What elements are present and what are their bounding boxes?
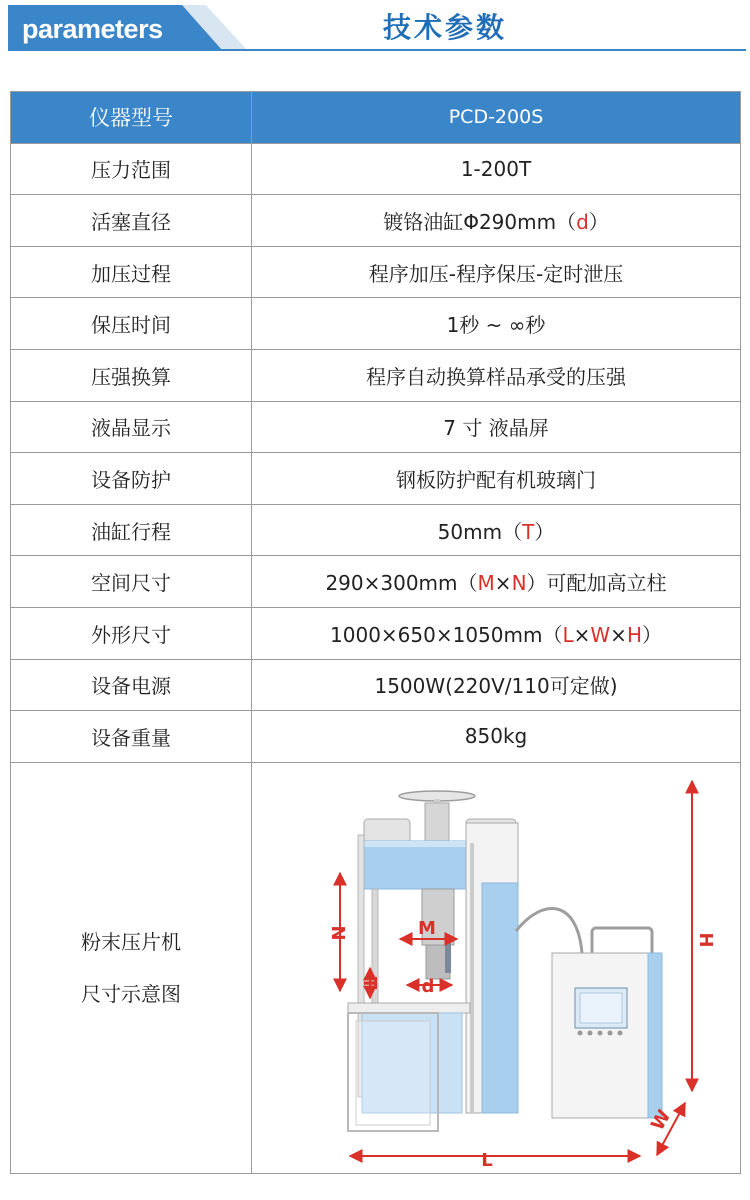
row-label: 活塞直径: [11, 195, 252, 247]
table-row: [11, 607, 741, 659]
row-value: 1秒 ~ ∞秒: [252, 298, 741, 350]
table-row: [11, 143, 741, 195]
row-label: 压力范围: [11, 143, 252, 195]
press-machine-illustration: [348, 791, 662, 1131]
banner-title-en: parameters: [22, 14, 163, 44]
row-value: 钢板防护配有机玻璃门: [252, 453, 741, 505]
label-H: H: [695, 932, 716, 948]
table-row: [11, 711, 741, 763]
table-row: [11, 556, 741, 608]
table-row: [11, 453, 741, 505]
label-N: N: [327, 925, 348, 941]
label-d: d: [421, 975, 435, 997]
row-label: 油缸行程: [11, 504, 252, 556]
table-row: [11, 246, 741, 298]
table-header-row: [11, 92, 741, 144]
row-value: 50mm（T）: [252, 504, 741, 556]
header-banner: [0, 0, 750, 60]
row-label: 设备防护: [11, 453, 252, 505]
row-label: 加压过程: [11, 246, 252, 298]
label-T: T: [359, 976, 380, 989]
banner-divider: [8, 49, 746, 51]
row-value: 290×300mm（M×N）可配加高立柱: [252, 556, 741, 608]
label-L: L: [481, 1149, 493, 1171]
table-row: [11, 659, 741, 711]
header-label: 仪器型号: [11, 92, 252, 144]
row-value: 850kg: [252, 711, 741, 763]
row-value: 程序自动换算样品承受的压强: [252, 349, 741, 401]
row-value: 程序加压-程序保压-定时泄压: [252, 246, 741, 298]
diagram-label-line1: 粉末压片机: [81, 929, 181, 954]
diagram-cell: [252, 762, 741, 1173]
row-label: 设备重量: [11, 711, 252, 763]
row-value: 镀铬油缸Φ290mm（d）: [252, 195, 741, 247]
diagram-label-line2: 尺寸示意图: [81, 981, 181, 1006]
row-label: 压强换算: [11, 349, 252, 401]
row-value: 1500W(220V/110可定做): [252, 659, 741, 711]
row-value: 1000×650×1050mm（L×W×H）: [252, 607, 741, 659]
label-M: M: [418, 917, 436, 939]
header-value: PCD-200S: [252, 92, 741, 144]
spec-table: [10, 91, 741, 1174]
banner-title-cn: 技术参数: [382, 11, 507, 44]
row-value: 1-200T: [252, 143, 741, 195]
row-label: 外形尺寸: [11, 607, 252, 659]
row-label: 设备电源: [11, 659, 252, 711]
press-dimension-diagram: [252, 763, 741, 1174]
row-value: 7 寸 液晶屏: [252, 401, 741, 453]
diagram-label: [11, 762, 252, 1173]
table-row: [11, 401, 741, 453]
table-row: [11, 298, 741, 350]
row-label: 保压时间: [11, 298, 252, 350]
diagram-row: [11, 762, 741, 1173]
row-label: 空间尺寸: [11, 556, 252, 608]
table-row: [11, 195, 741, 247]
row-label: 液晶显示: [11, 401, 252, 453]
table-row: [11, 349, 741, 401]
table-row: [11, 504, 741, 556]
label-W: W: [647, 1106, 676, 1134]
